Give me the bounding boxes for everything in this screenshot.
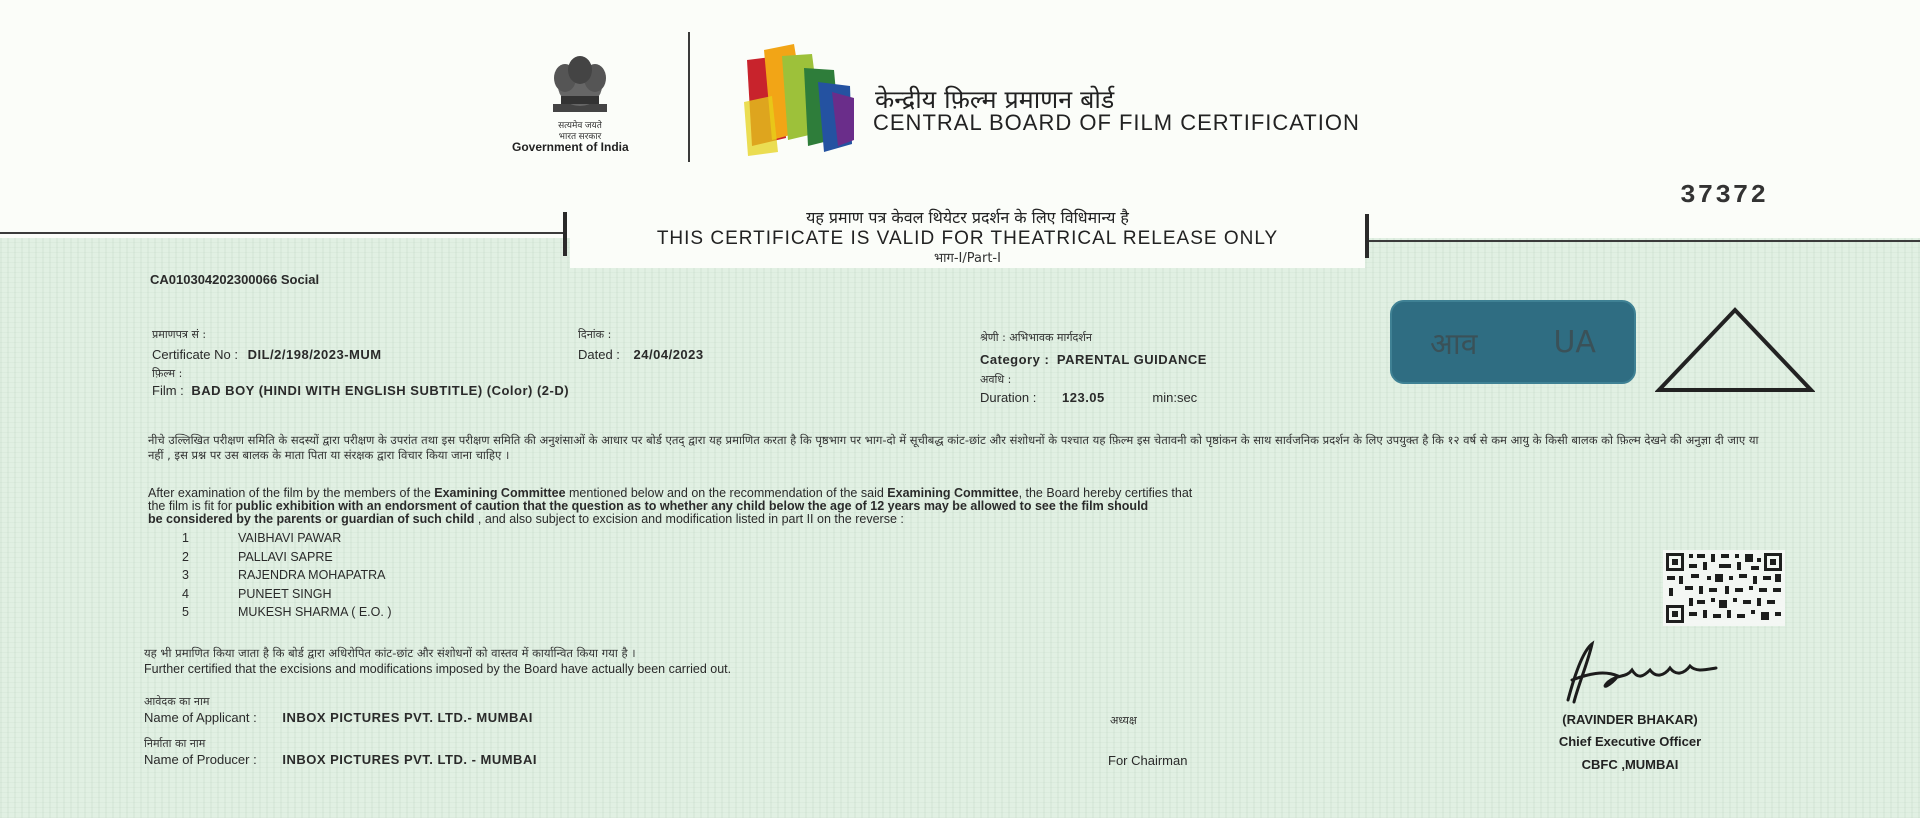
cert-no-value: DIL/2/198/2023-MUM bbox=[247, 347, 382, 362]
decl-2a: the film is fit for bbox=[148, 499, 236, 513]
notice-bracket-right bbox=[1365, 214, 1369, 258]
government-of-india: Government of India bbox=[512, 140, 629, 154]
applicant-row bbox=[144, 710, 533, 725]
notice-hindi: यह प्रमाण पत्र केवल थियेटर प्रदर्शन के लिए विधिमान्य है bbox=[806, 208, 1129, 227]
date-label: Dated : bbox=[578, 347, 620, 362]
producer-value: INBOX PICTURES PVT. LTD. - MUMBAI bbox=[282, 752, 537, 767]
category-row bbox=[980, 352, 1207, 367]
film-value: BAD BOY (HINDI WITH ENGLISH SUBTITLE) (Color) (2-D) bbox=[191, 383, 570, 398]
film-row bbox=[152, 383, 569, 398]
producer-label-hindi: निर्माता का नाम bbox=[144, 737, 206, 750]
for-chairman: For Chairman bbox=[1108, 753, 1188, 768]
qr-code-icon bbox=[1663, 550, 1785, 626]
applicant-value: INBOX PICTURES PVT. LTD.- MUMBAI bbox=[282, 710, 533, 725]
cert-no-label: Certificate No : bbox=[152, 347, 238, 362]
validity-notice bbox=[570, 208, 1365, 268]
reference-number: CA010304202300066 Social bbox=[150, 272, 320, 287]
signatory-title: Chief Executive Officer bbox=[1558, 734, 1702, 749]
board-title-hindi: केन्द्रीय फ़िल्म प्रमाणन बोर्ड bbox=[875, 85, 1115, 114]
film-label-hindi: फ़िल्म : bbox=[152, 367, 183, 380]
decl-2b: public exhibition with an endorsment of caution that the question as to whether any child below the age of 12 years may be allowed to see the film should bbox=[235, 499, 1149, 513]
duration-unit: min:sec bbox=[1152, 390, 1198, 405]
decl-1b: Examining Committee bbox=[434, 486, 566, 500]
emblem-govt-hindi: भारत सरकार bbox=[558, 131, 602, 141]
producer-row bbox=[144, 752, 537, 767]
decl-3b: , and also subject to excision and modification listed in part II on the reverse : bbox=[474, 512, 904, 526]
date-row bbox=[578, 347, 704, 362]
list-item: 2 PALLAVI SAPRE bbox=[182, 549, 333, 564]
category-label: Category : bbox=[980, 352, 1050, 367]
list-item: 1 VAIBHAVI PAWAR bbox=[182, 531, 342, 545]
certificate-serial: 37372 bbox=[1680, 180, 1769, 210]
signatory-name: (RAVINDER BHAKAR) bbox=[1562, 712, 1698, 727]
committee-members bbox=[182, 531, 392, 624]
duration-label: Duration : bbox=[980, 390, 1037, 405]
applicant-label: Name of Applicant : bbox=[144, 710, 257, 725]
cert-no-label-hindi: प्रमाणपत्र सं : bbox=[152, 328, 207, 341]
hindi-declaration: नीचे उल्लिखित परीक्षण समिति के सदस्यों द्वारा परीक्षण के उपरांत तथा इस परीक्षण समिति की अनुशंसाओं के आधार पर बोर्ड एतद् द्वारा यह प्रमाणित करता है कि पृष्ठभाग पर भाग-दो में सूचीबद्ध कांट-छांट और संशोधनों के पश्चात यह फ़िल्म इस चेतावनी को पृष्ठांकन के साथ सार्वजनिक प्रदर्शन के लिए उपयुक्त है कि १२ वर्ष से कम आयु के किसी बालक को फ़िल्म देखने की अनुज्ञा दी जाए या नहीं , इस प्रश्न पर उस बालक के माता पिता या संरक्षक द्वारा विचार किया जाना चाहिए । bbox=[148, 433, 1759, 462]
signature-icon bbox=[1548, 640, 1728, 710]
duration-row bbox=[980, 390, 1197, 405]
date-value: 24/04/2023 bbox=[633, 347, 704, 362]
producer-label: Name of Producer : bbox=[144, 752, 257, 767]
chairman-hindi: अध्यक्ष bbox=[1110, 714, 1137, 727]
list-item: 3 RAJENDRA MOHAPATRA bbox=[182, 568, 386, 582]
film-label: Film : bbox=[152, 383, 184, 398]
header-divider bbox=[688, 32, 690, 162]
triangle-symbol-icon bbox=[1655, 306, 1815, 394]
list-item: 4 PUNEET SINGH bbox=[182, 586, 332, 601]
rule-right bbox=[1368, 240, 1920, 242]
category-label-hindi: श्रेणी : अभिभावक मार्गदर्शन bbox=[980, 331, 1092, 344]
cbfc-logo-icon bbox=[742, 42, 857, 157]
duration-value: 123.05 bbox=[1062, 390, 1105, 405]
further-english: Further certified that the excisions and modifications imposed by the Board have actually been carried out. bbox=[144, 662, 732, 676]
decl-3a: be considered by the parents or guardian of such child bbox=[148, 512, 475, 526]
further-hindi: यह भी प्रमाणित किया जाता है कि बोर्ड द्वारा अधिरोपित कांट-छांट और संशोधनों को वास्तव में कार्यान्वित किया गया है । bbox=[144, 646, 636, 660]
applicant-label-hindi: आवेदक का नाम bbox=[144, 695, 210, 708]
emblem-motto: सत्यमेव जयते bbox=[558, 120, 602, 130]
decl-1c: mentioned below and on the recommendation of the said bbox=[565, 486, 888, 500]
category-value: PARENTAL GUIDANCE bbox=[1056, 352, 1207, 367]
rating-english: UA bbox=[1553, 324, 1596, 360]
duration-label-hindi: अवधि : bbox=[980, 373, 1012, 386]
signatory-office: CBFC ,MUMBAI bbox=[1581, 757, 1679, 772]
decl-1a: After examination of the film by the members of the bbox=[148, 486, 435, 500]
english-declaration-line-3 bbox=[148, 512, 904, 527]
list-item: 5 MUKESH SHARMA ( E.O. ) bbox=[182, 605, 392, 619]
national-emblem-icon bbox=[535, 48, 625, 116]
rating-hindi: आव bbox=[1430, 326, 1478, 362]
rule-left bbox=[0, 232, 566, 234]
notice-english: THIS CERTIFICATE IS VALID FOR THEATRICAL RELEASE ONLY bbox=[656, 228, 1279, 249]
date-label-hindi: दिनांक : bbox=[578, 328, 612, 341]
decl-1d: Examining Committee bbox=[887, 486, 1019, 500]
rating-badge bbox=[1390, 300, 1636, 384]
decl-1e: , the Board hereby certifies that bbox=[1018, 486, 1193, 500]
notice-bracket-left bbox=[563, 212, 567, 256]
cert-no-row bbox=[152, 347, 382, 362]
board-title-english: CENTRAL BOARD OF FILM CERTIFICATION bbox=[873, 110, 1360, 135]
notice-part: भाग-I/Part-I bbox=[934, 251, 1001, 266]
